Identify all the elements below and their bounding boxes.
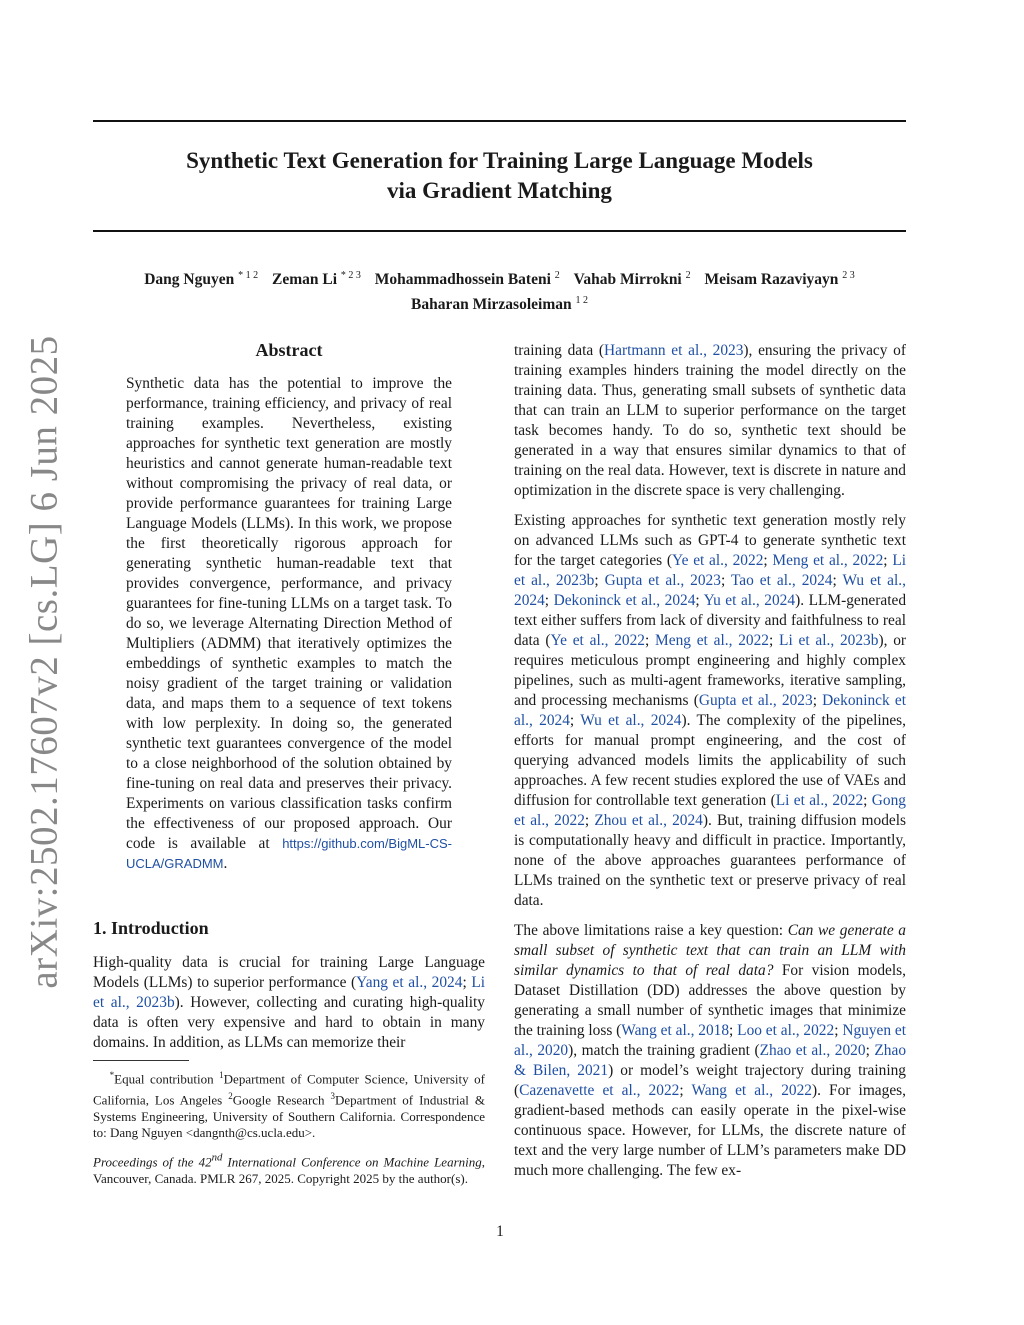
citation-link[interactable]: Li et al., 2022 [775,792,864,809]
citation-link[interactable]: Cazenavette et al., 2022 [519,1082,680,1099]
citation-link[interactable]: Tao et al., 2024 [730,572,833,589]
title-line-1: Synthetic Text Generation for Training Large Language Models [186,148,813,173]
top-rule [93,120,906,122]
author: Dang Nguyen $^{* 1 2}$ [144,270,259,289]
citation-link[interactable]: Zhao et al., 2020 [759,1042,866,1059]
arxiv-identifier: arXiv:2502.17607v2 [cs.LG] 6 Jun 2025 [22,335,66,989]
citation-link[interactable]: Wang et al., 2018 [621,1022,730,1039]
citation-link[interactable]: Nguyen et al., 2020 [514,1022,907,1059]
citation-link[interactable]: Loo et al., 2022 [737,1022,835,1039]
author: Meisam Razaviyayn $^{2 3}$ [704,270,855,289]
citation-link[interactable]: Meng et al., 2022 [655,632,769,649]
abstract-text: Synthetic data has the potential to improve the performance, training efficiency, and privacy of real training examples. Nevertheless, existing approaches for synthetic text generation are mostly heuristics and cannot generate human-readable text without compromising the privacy of real data, or provide performance guarantees for training Large Language Models (LLMs). In this work, we propose the first theoretically rigorous approach for generating synthetic human-readable text that provides convergence, performance, and privacy guarantees for fine-tuning LLMs on a target task. To do so, we leverage Alternating Direction Method of Multipliers (ADMM) that iteratively optimizes the embeddings of synthetic examples to match the noisy gradient of the target training or validation data, and maps them to a sequence of text tokens with low perplexity. In doing so, the generated synthetic text guarantees convergence of the model to a close neighborhood of the solution obtained by fine-tuning on real data and preserves their privacy. Experiments on various classification tasks confirm the effectiveness of our proposed approach. Our code is available at https://github.com/BigML-CS-UCLA/GRADMM. [126,375,452,872]
citation-link[interactable]: Li et al., 2023b [779,632,879,649]
code-url-link[interactable]: https://github.com/BigML-CS-UCLA/GRADMM [126,836,452,871]
key-question: Can we generate a small subset of synthetic text that can train an LLM with similar dynamics to that of real data? [514,922,907,979]
citation-link[interactable]: Gupta et al., 2023 [698,692,813,709]
right-column [514,341,906,1191]
paragraph: Existing approaches for synthetic text generation mostly rely on advanced LLMs such as GPT-4 to generate synthetic text for the target categories (Ye et al., 2022; Meng et al., 2022; Li et al., 2023b; Gupta et al., 2023; Tao et al., 2024; Wu et al., 2024; Dekoninck et al., 2024; Yu et al., 2024). LLM-generated text either suffers from lack of diversity and faithfulness to real data (Ye et al., 2022; Meng et al., 2022; Li et al., 2023b), or requires meticulous prompt engineering and highly complex pipelines, such as multi-agent frameworks, iterative sampling, and processing mechanisms (Gupta et al., 2023; Dekoninck et al., 2024; Wu et al., 2024). The complexity of the pipelines, efforts for manual prompt engineering, and the cost of querying advanced models limits the applicability of such approaches. A few recent studies explored the use of VAEs and diffusion for controllable text generation (Li et al., 2022; Gong et al., 2022; Zhou et al., 2024). But, training diffusion models is computationally heavy and difficult in practice. Importantly, none of the above approaches guarantees performance of LLMs trained on the synthetic text or preserve privacy of real data. [514,512,907,909]
citation-link[interactable]: Li et al., 2023b [514,552,906,589]
paragraph: training data (Hartmann et al., 2023), ensuring the privacy of training examples hinders training the model directly on the training data. Thus, generating small subsets of synthetic data that can train an LLM to superior performance on the target task becomes handy. To do so, synthetic text should be generated in a way that ensures similar dynamics to that of training on the real data. However, text is discrete in nature and optimization in the discrete space is very challenging. [514,342,906,499]
abstract-heading: Abstract [255,340,323,360]
citation-link[interactable]: Gupta et al., 2023 [604,572,721,589]
paragraph: The above limitations raise a key question: Can we generate a small subset of synthetic text that can train an LLM with similar dynamics to that of real data? For vision models, Dataset Distillation (DD) addresses the above question by generating a small number of synthetic images that minimize the training loss (Wang et al., 2018; Loo et al., 2022; Nguyen et al., 2020), match the training gradient (Zhao et al., 2020; Zhao & Bilen, 2021) or model’s weight trajectory during training (Cazenavette et al., 2022; Wang et al., 2022). For images, gradient-based methods can easily operate in the pixel-wise continuous space. However, for LLMs, the discrete nature of text and the very large number of LLM’s parameters make DD much more challenging. The few ex- [514,922,907,1179]
citation-link[interactable]: Zhao & Bilen, 2021 [514,1042,907,1079]
author: Mohammadhossein Bateni $^2$ [374,270,560,289]
footnote-rule [93,1060,189,1061]
citation-link[interactable]: Li et al., 2023b [93,974,486,1011]
author: Zeman Li $^{* 2 3}$ [271,270,361,289]
title-bottom-rule [93,230,906,232]
citation-link[interactable]: Ye et al., 2022 [550,632,645,649]
author: Vahab Mirrokni $^2$ [573,270,691,289]
affiliation-footnote: *Equal contribution $^1$Department of Computer Science, University of California, Los Angeles $^2$Google Research $^3$Department of Industrial & Systems Engineering, University of Southern California. Correspondence to: Dang Nguyen <dangnth@cs.ucla.edu>. [93,1070,485,1141]
title-line-2: via Gradient Matching [387,178,612,203]
citation-link[interactable]: Yu et al., 2024 [703,592,796,609]
citation-link[interactable]: Yang et al., 2024 [356,974,463,991]
citation-link[interactable]: Wu et al., 2024 [514,572,906,609]
introduction-heading: 1. Introduction [93,918,209,938]
citation-link[interactable]: Wang et al., 2022 [691,1082,812,1099]
citation-link[interactable]: Hartmann et al., 2023 [604,342,744,359]
citation-link[interactable]: Wu et al., 2024 [580,712,682,729]
paper-title [93,146,906,206]
author-list [93,265,906,315]
author: Baharan Mirzasoleiman $^{1 2}$ [411,295,588,314]
citation-link[interactable]: Ye et al., 2022 [672,552,764,569]
page-number: 1 [496,1223,504,1240]
proceedings-note: Proceedings of the 42nd International Conference on Machine Learning, Vancouver, Canada. PMLR 267, 2025. Copyright 2025 by the author(s). [93,1152,485,1186]
introduction-paragraph: High-quality data is crucial for training Large Language Models (LLMs) to superior performance (Yang et al., 2024; Li et al., 2023b). However, collecting and curating high-quality data is often very expensive and hard to obtain in many domains. In addition, as LLMs can memorize their [93,954,486,1051]
citation-link[interactable]: Meng et al., 2022 [772,552,884,569]
citation-link[interactable]: Dekoninck et al., 2024 [553,592,696,609]
citation-link[interactable]: Gong et al., 2022 [514,792,906,829]
citation-link[interactable]: Dekoninck et al., 2024 [514,692,906,729]
citation-link[interactable]: Zhou et al., 2024 [594,812,703,829]
